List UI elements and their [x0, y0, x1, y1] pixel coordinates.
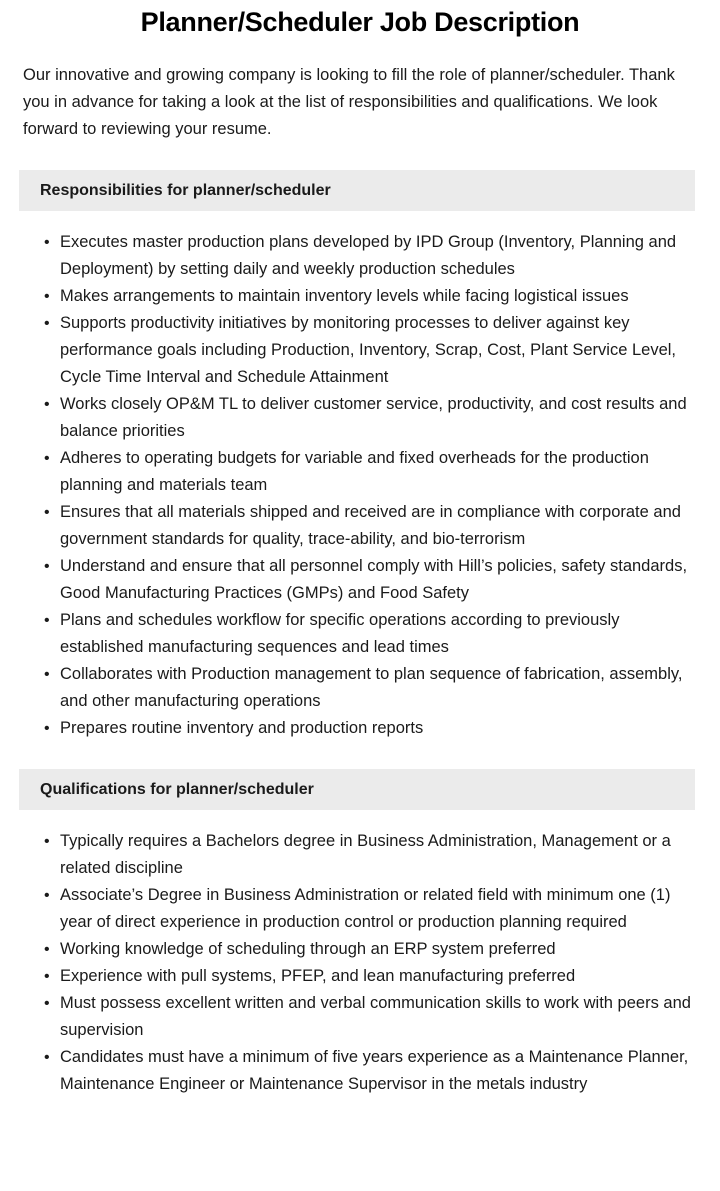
page-title: Planner/Scheduler Job Description: [140, 7, 580, 37]
qualifications-list: [0, 810, 720, 1098]
list-item: • Executes master production plans developed by IPD Group (Inventory, Planning and Deployment) by setting daily and weekly production schedules: [44, 229, 700, 283]
bottom-spacer: [0, 1098, 720, 1114]
section-header-responsibilities: Responsibilities for planner/scheduler: [19, 170, 695, 211]
list-item: • Ensures that all materials shipped and received are in compliance with corporate and government standards for quality, trace-ability, and bio-terrorism: [44, 499, 700, 553]
intro-paragraph: Our innovative and growing company is looking to fill the role of planner/scheduler. Thank you in advance for taking a look at the list of responsibilities and qualifications. We look forward to reviewing your resume.: [23, 66, 675, 138]
section-qualifications: [0, 769, 720, 1098]
list-item: • Experience with pull systems, PFEP, and lean manufacturing preferred: [44, 963, 700, 990]
list-item: • Understand and ensure that all personnel comply with Hill’s policies, safety standards, Good Manufacturing Practices (GMPs) and Food Safety: [44, 553, 700, 607]
list-item: • Plans and schedules workflow for specific operations according to previously established manufacturing sequences and lead times: [44, 607, 700, 661]
list-item: • Supports productivity initiatives by monitoring processes to deliver against key performance goals including Production, Inventory, Scrap, Cost, Plant Service Level, Cycle Time Interval and Schedule Attainment: [44, 310, 700, 391]
list-item: • Must possess excellent written and verbal communication skills to work with peers and supervision: [44, 990, 700, 1044]
list-item: • Typically requires a Bachelors degree in Business Administration, Management or a related discipline: [44, 828, 700, 882]
list-item: • Prepares routine inventory and production reports: [44, 715, 700, 742]
responsibilities-list: [0, 211, 720, 742]
list-item: • Adheres to operating budgets for variable and fixed overheads for the production planning and materials team: [44, 445, 700, 499]
section-header-qualifications: Qualifications for planner/scheduler: [19, 769, 695, 810]
list-item: • Associate’s Degree in Business Administration or related field with minimum one (1) year of direct experience in production control or production planning required: [44, 882, 700, 936]
list-item: • Collaborates with Production management to plan sequence of fabrication, assembly, and other manufacturing operations: [44, 661, 700, 715]
list-item: • Makes arrangements to maintain inventory levels while facing logistical issues: [44, 283, 700, 310]
section-responsibilities: [0, 170, 720, 742]
list-item: • Working knowledge of scheduling through an ERP system preferred: [44, 936, 700, 963]
list-item: • Candidates must have a minimum of five years experience as a Maintenance Planner, Maintenance Engineer or Maintenance Supervisor in the metals industry: [44, 1044, 700, 1098]
list-item: • Works closely OP&M TL to deliver customer service, productivity, and cost results and balance priorities: [44, 391, 700, 445]
